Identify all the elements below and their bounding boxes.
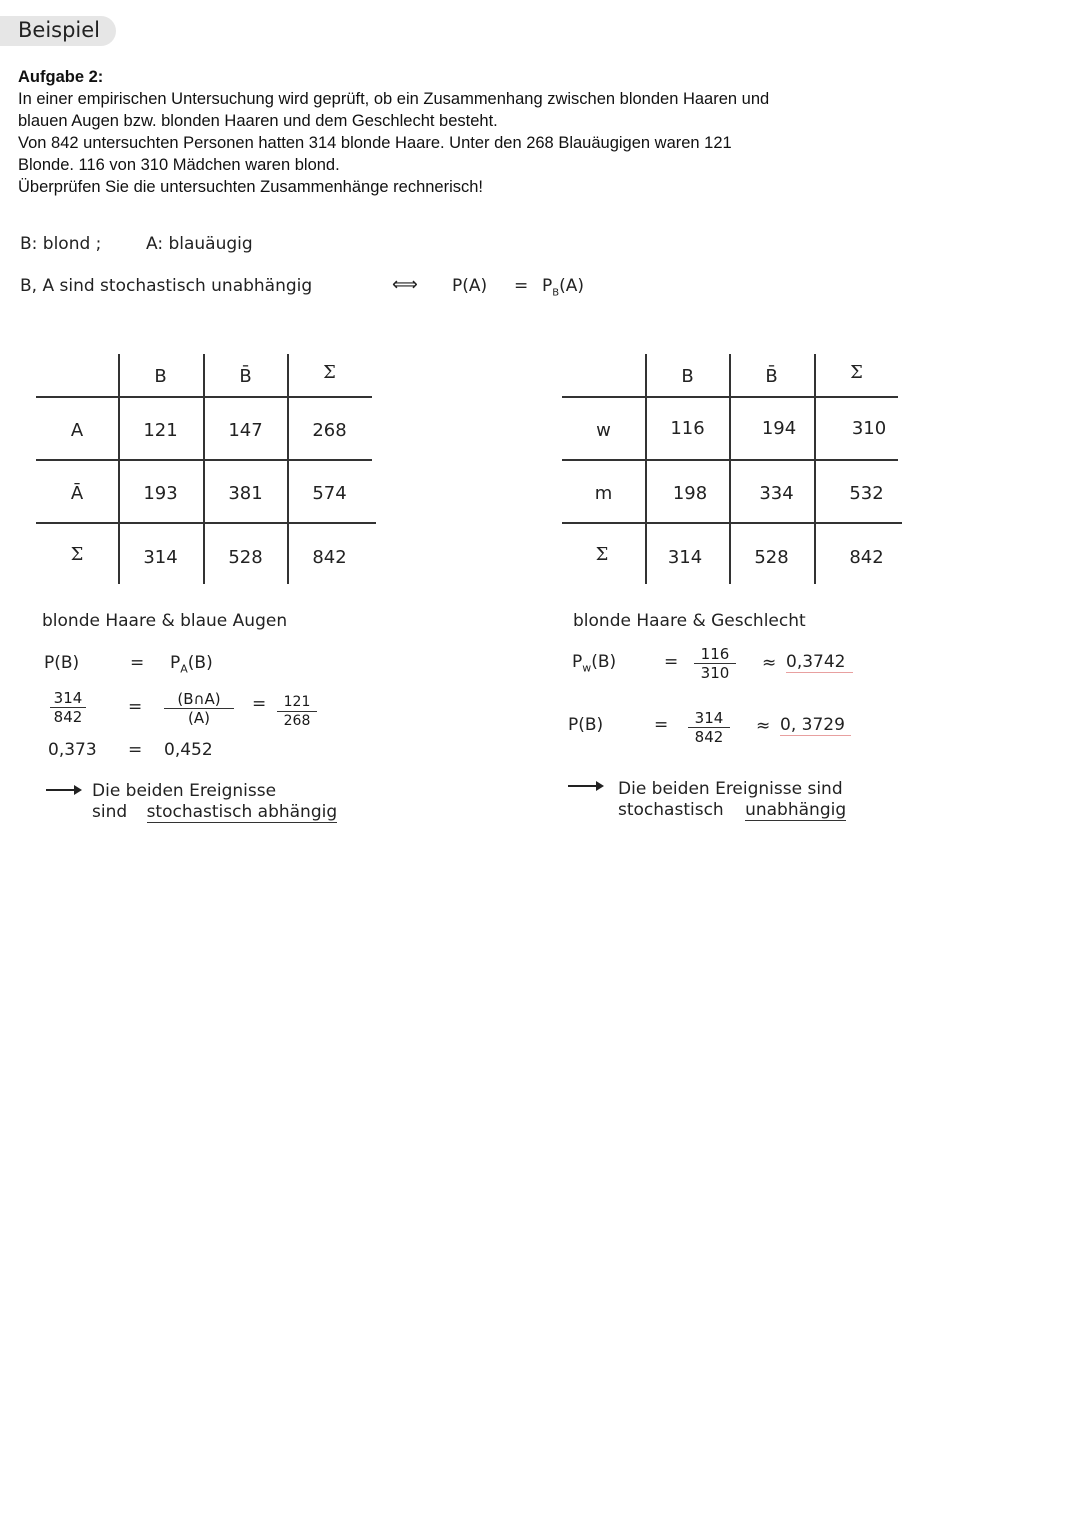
calc-eq: = xyxy=(128,740,143,760)
fraction xyxy=(164,690,234,727)
fraction-denominator: 842 xyxy=(694,728,724,746)
task-line: Blonde. 116 von 310 Mädchen waren blond. xyxy=(18,156,340,174)
arrow-icon xyxy=(568,785,602,787)
table-cell: 116 xyxy=(670,418,705,439)
rule-rhs-arg: (A) xyxy=(559,276,585,296)
conclusion-line xyxy=(618,800,846,820)
row-label: m xyxy=(594,483,613,504)
table-cell: 334 xyxy=(759,483,794,504)
rule-eq: = xyxy=(514,276,529,296)
table-cell: 842 xyxy=(312,547,347,568)
table-cell: 198 xyxy=(672,483,708,504)
rule-rhs xyxy=(542,276,584,298)
conclusion-line xyxy=(92,781,276,801)
rule-rhs-p: P xyxy=(542,276,553,296)
calc-eq: = xyxy=(664,652,679,672)
fraction-numerator: 116 xyxy=(694,645,736,664)
col-header: Σ xyxy=(323,362,336,383)
table-cell: 842 xyxy=(849,547,884,568)
independence-rule: B, A sind stochastisch unabhängig xyxy=(20,276,313,296)
approx-symbol: ≈ xyxy=(756,716,771,736)
table-cell: 574 xyxy=(312,483,347,504)
task-line: blauen Augen bzw. blonden Haaren und dem Geschlecht besteht. xyxy=(18,112,498,130)
conclusion-line xyxy=(92,802,337,822)
task-line: Überprüfen Sie die untersuchten Zusammenhänge rechnerisch! xyxy=(18,178,484,196)
conclusion-emphasis: stochastisch abhängig xyxy=(146,802,338,822)
table-cell: 381 xyxy=(228,483,263,504)
conclusion-line xyxy=(618,779,843,799)
section-badge xyxy=(0,16,116,46)
def-b: B: blond ; xyxy=(20,234,102,254)
conclusion-text: Die beiden Ereignisse xyxy=(92,781,277,801)
calc-lhs xyxy=(572,652,616,674)
calc-eq: = xyxy=(130,653,145,673)
calc-eq: = xyxy=(252,694,267,714)
row-label: A xyxy=(70,420,84,441)
fraction-numerator: 314 xyxy=(688,709,730,728)
badge-label: Beispiel xyxy=(18,18,101,42)
fraction xyxy=(50,689,86,726)
calc-rhs xyxy=(170,653,213,675)
rule-rhs-sub: B xyxy=(552,287,560,299)
fraction-numerator: (B∩A) xyxy=(164,690,234,709)
task-line: Von 842 untersuchten Personen hatten 314 blonde Haare. Unter den 268 Blauäugigen waren 121 xyxy=(18,134,732,152)
col-header: B xyxy=(154,366,167,387)
calc-title: blonde Haare & Geschlecht xyxy=(573,611,806,631)
calc-rhs-arg: (B) xyxy=(187,653,213,673)
task-heading: Aufgabe 2: xyxy=(18,68,104,86)
conclusion-emphasis: unabhängig xyxy=(745,800,847,820)
col-header: B̄ xyxy=(239,366,252,387)
calc-lhs-sub: w xyxy=(582,661,592,675)
fraction-denominator: 842 xyxy=(53,708,83,726)
fraction-denominator: 268 xyxy=(283,713,311,729)
fraction-numerator: 121 xyxy=(277,693,317,712)
calc-eq: = xyxy=(128,697,143,717)
calc-lhs-p: P xyxy=(572,652,583,672)
table-cell: 194 xyxy=(761,418,797,439)
table-cell: 310 xyxy=(851,418,887,439)
row-label: Σ xyxy=(595,544,609,565)
calc-title: blonde Haare & blaue Augen xyxy=(42,611,288,631)
calc-value: 0,373 xyxy=(48,740,97,760)
approx-symbol: ≈ xyxy=(762,653,777,673)
row-label: Ā xyxy=(70,483,84,504)
arrow-icon xyxy=(46,789,80,791)
table-cell: 268 xyxy=(312,420,347,441)
table-cell: 528 xyxy=(228,547,263,568)
calc-lhs: P(B) xyxy=(44,653,80,673)
fraction xyxy=(694,645,736,682)
row-label: Σ xyxy=(70,544,84,565)
task-line: In einer empirischen Untersuchung wird geprüft, ob ein Zusammenhang zwischen blonden Haaren und xyxy=(18,90,770,108)
calc-rhs-p: P xyxy=(170,653,181,673)
fraction xyxy=(277,693,317,730)
iff-symbol: ⟺ xyxy=(392,274,418,295)
calc-lhs: P(B) xyxy=(568,715,604,735)
conclusion-text: stochastisch xyxy=(618,800,724,820)
table-cell: 147 xyxy=(228,420,263,441)
rule-lhs: P(A) xyxy=(452,276,488,296)
calc-value: 0, 3729 xyxy=(780,715,851,736)
calc-lhs-arg: (B) xyxy=(591,652,617,672)
col-header: B xyxy=(681,366,694,387)
conclusion-text: Die beiden Ereignisse sind xyxy=(618,779,843,799)
conclusion-text: sind xyxy=(92,802,128,822)
fraction xyxy=(688,709,730,746)
table-cell: 314 xyxy=(667,547,703,568)
fraction-numerator: 314 xyxy=(50,689,86,708)
col-header: B̄ xyxy=(765,366,778,387)
calc-value: 0,452 xyxy=(164,740,213,760)
calc-eq: = xyxy=(654,715,669,735)
table-cell: 314 xyxy=(143,547,178,568)
task-text xyxy=(18,66,878,198)
calc-rhs-sub: A xyxy=(180,662,188,676)
col-header: Σ xyxy=(850,362,863,383)
table-cell: 528 xyxy=(754,547,789,568)
calc-value: 0,3742 xyxy=(786,652,853,673)
fraction-denominator: 310 xyxy=(700,664,730,682)
table-cell: 193 xyxy=(143,483,178,504)
table-cell: 532 xyxy=(849,483,884,504)
fraction-denominator: (A) xyxy=(188,709,210,727)
row-label: w xyxy=(596,420,611,441)
def-a: A: blauäugig xyxy=(146,234,253,254)
table-cell: 121 xyxy=(143,420,178,441)
